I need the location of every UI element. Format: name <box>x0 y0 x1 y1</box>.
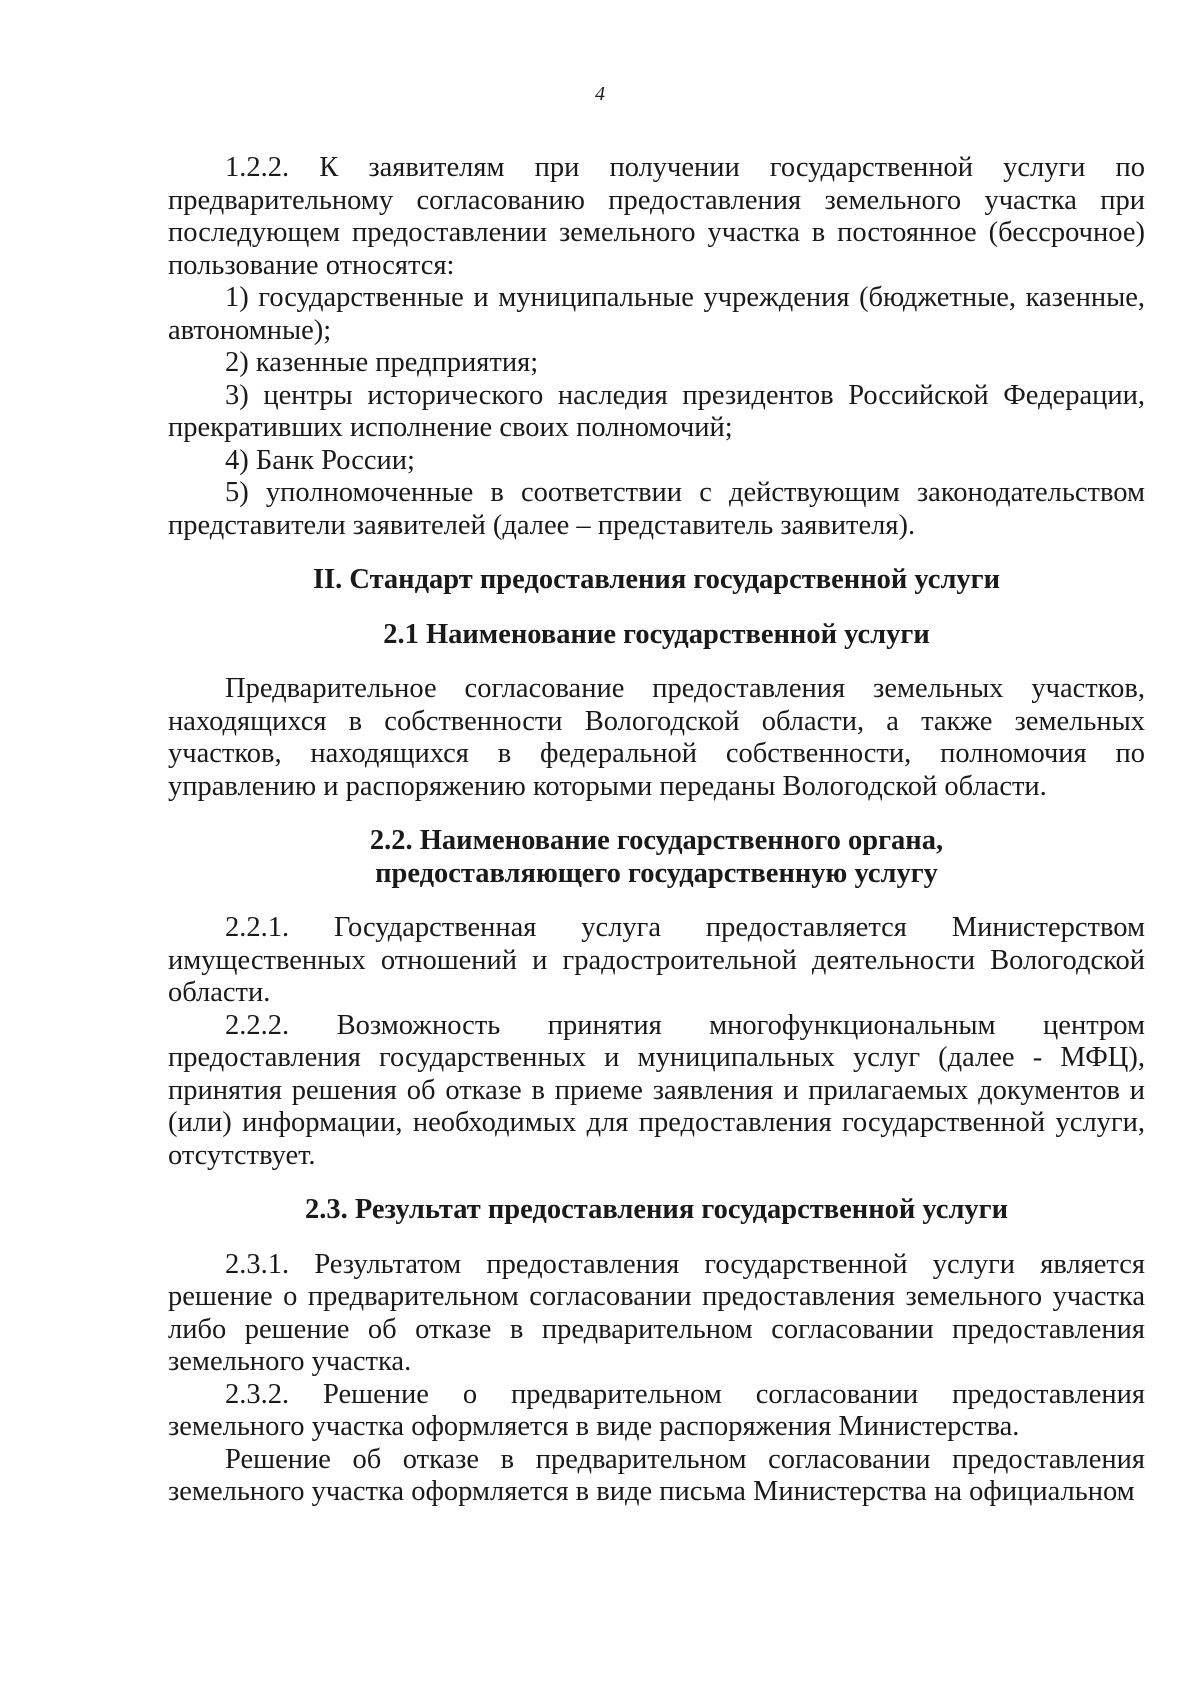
list-item-2: 2) казенные предприятия; <box>225 347 539 378</box>
section-heading-2-2-line-2: предоставляющего государственную услугу <box>375 857 938 889</box>
paragraph-2-3-2: 2.3.2. Решение о предварительном согласовании предоставления земельного участка оформляется в виде распоряжения Министерства. <box>168 1378 1145 1442</box>
paragraph-2-2-2: 2.2.2. Возможность принятия многофункциональным центром предоставления государственных и муниципальных услуг (далее - МФЦ), принятия решения об отказе в приеме заявления и прилагаемых документов и (или) информации, необходимых для предоставления государственной услуги, отсутствует. <box>168 1009 1145 1171</box>
list-item-4: 4) Банк России; <box>225 444 415 476</box>
paragraph-2-3-1: 2.3.1. Результатом предоставления государственной услуги является решение о предварительном согласовании предоставления земельного участка либо решение об отказе в предварительном согласовании предоставления земельного участка. <box>168 1248 1145 1377</box>
page-number: 4 <box>595 83 605 105</box>
section-heading-2-1: 2.1 Наименование государственной услуги <box>383 618 930 650</box>
section-heading-ii: II. Стандарт предоставления государственной услуги <box>312 564 1001 595</box>
list-item-5: 5) уполномоченные в соответствии с действующим законодательством представители заявителей (далее – представитель заявителя). <box>168 477 1145 541</box>
document-body <box>168 152 1145 1509</box>
paragraph-1-2-2: 1.2.2. К заявителям при получении государственной услуги по предварительному согласованию предоставления земельного участка при последующем предоставлении земельного участка в постоянное (бессрочное) пользование относятся: <box>168 152 1145 281</box>
list-item-1: 1) государственные и муниципальные учреждения (бюджетные, казенные, автономные); <box>168 282 1145 346</box>
list-item-3: 3) центры исторического наследия президентов Российской Федерации, прекративших исполнение своих полномочий; <box>168 379 1145 443</box>
paragraph-refusal: Решение об отказе в предварительном согласовании предоставления земельного участка оформляется в виде письма Министерства на официальном <box>168 1443 1145 1507</box>
section-heading-2-3: 2.3. Результат предоставления государственной услуги <box>304 1194 1009 1225</box>
section-heading-2-2 <box>168 825 1145 890</box>
paragraph-2-2-1: 2.2.1. Государственная услуга предоставляется Министерством имущественных отношений и градостроительной деятельности Вологодской области. <box>168 912 1145 1008</box>
section-heading-2-2-line-1: 2.2. Наименование государственного органа, <box>369 825 944 856</box>
paragraph-2-1: Предварительное согласование предоставления земельных участков, находящихся в собственности Вологодской области, а также земельных участков, находящихся в федеральной собственности, полномочия по управлению и распоряжению которыми переданы Вологодской области. <box>168 673 1145 802</box>
